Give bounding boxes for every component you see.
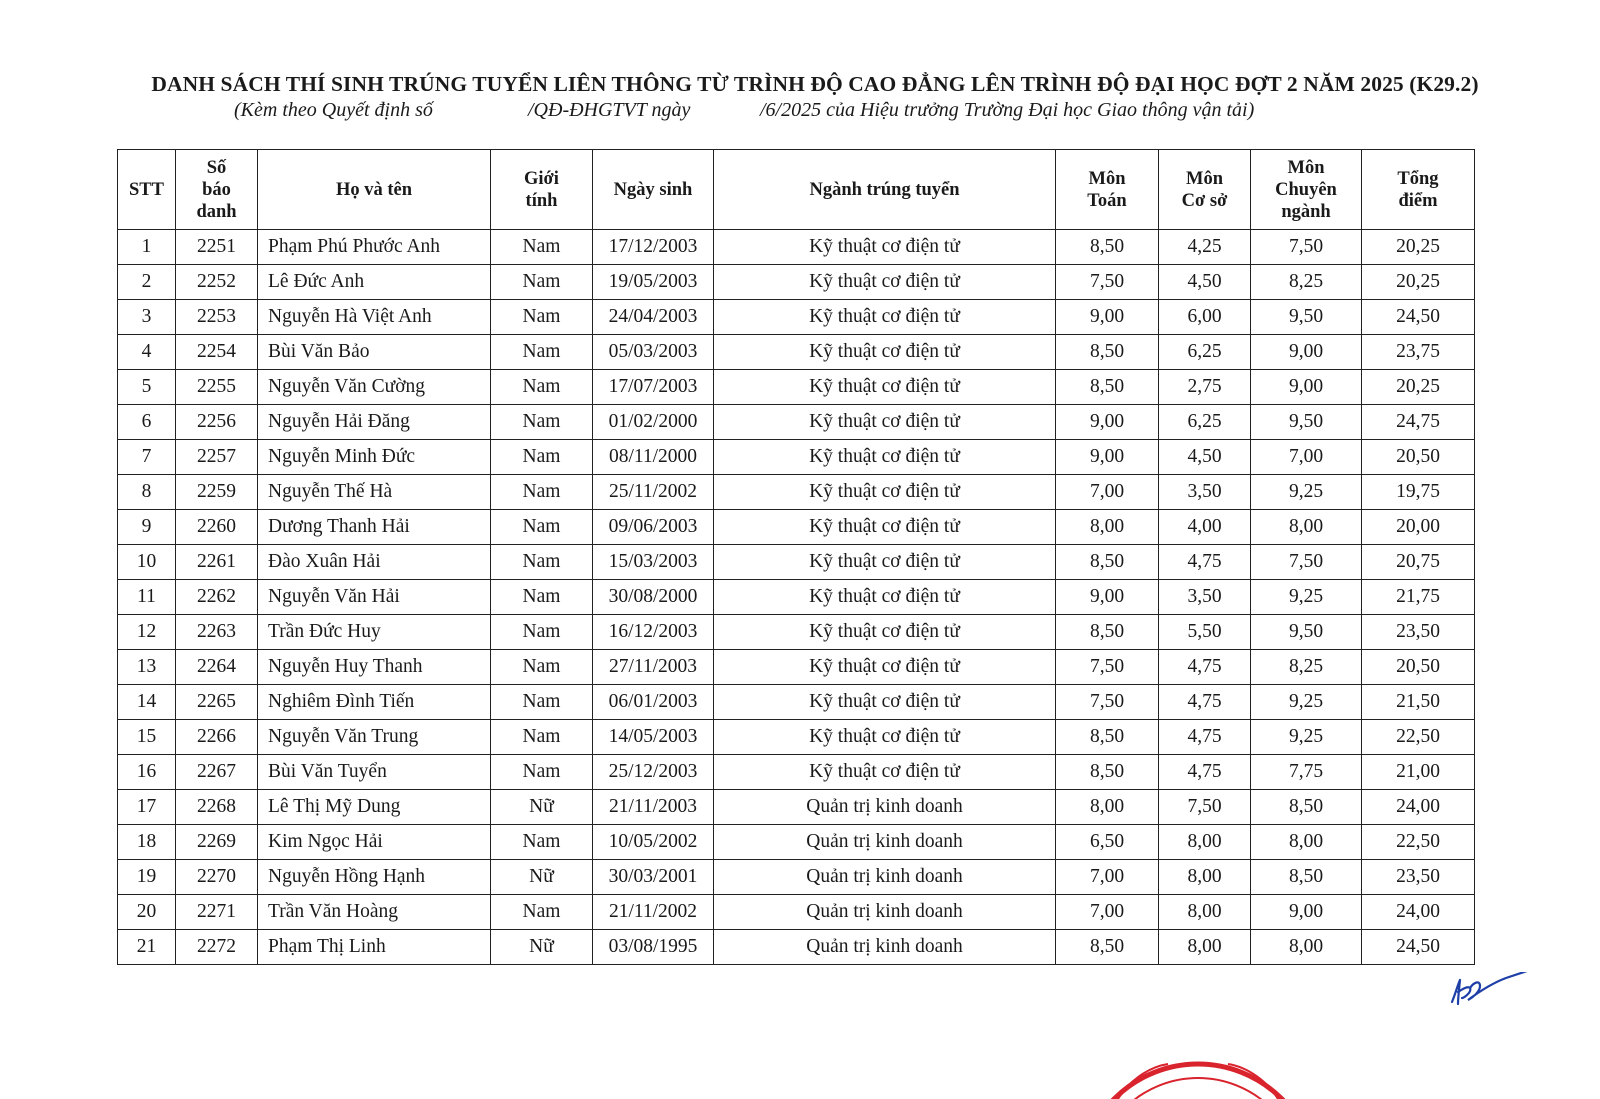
header-base-score: Môn Cơ sở bbox=[1159, 150, 1251, 230]
cell-math-score: 8,50 bbox=[1056, 545, 1159, 580]
cell-base-score: 4,75 bbox=[1159, 755, 1251, 790]
table-row bbox=[118, 895, 1475, 930]
cell-major: Kỹ thuật cơ điện tử bbox=[714, 265, 1056, 300]
cell-candidate-number: 2272 bbox=[176, 930, 258, 965]
cell-base-score: 4,75 bbox=[1159, 720, 1251, 755]
cell-base-score: 3,50 bbox=[1159, 475, 1251, 510]
cell-date-of-birth: 30/03/2001 bbox=[593, 860, 714, 895]
cell-candidate-number: 2270 bbox=[176, 860, 258, 895]
cell-stt: 21 bbox=[118, 930, 176, 965]
cell-base-score: 5,50 bbox=[1159, 615, 1251, 650]
cell-gender: Nam bbox=[491, 615, 593, 650]
cell-specialty-score: 7,75 bbox=[1251, 755, 1362, 790]
header-stt: STT bbox=[118, 150, 176, 230]
cell-total-score: 23,50 bbox=[1362, 615, 1475, 650]
cell-specialty-score: 8,00 bbox=[1251, 510, 1362, 545]
cell-full-name: Lê Đức Anh bbox=[258, 265, 491, 300]
header-gender: Giới tính bbox=[491, 150, 593, 230]
table-row bbox=[118, 615, 1475, 650]
header-total-score: Tổng điểm bbox=[1362, 150, 1475, 230]
cell-candidate-number: 2256 bbox=[176, 405, 258, 440]
cell-math-score: 7,00 bbox=[1056, 475, 1159, 510]
header-major: Ngành trúng tuyển bbox=[714, 150, 1056, 230]
cell-gender: Nam bbox=[491, 440, 593, 475]
table-row bbox=[118, 650, 1475, 685]
table-row bbox=[118, 265, 1475, 300]
cell-specialty-score: 9,50 bbox=[1251, 615, 1362, 650]
cell-specialty-score: 7,50 bbox=[1251, 230, 1362, 265]
cell-date-of-birth: 21/11/2002 bbox=[593, 895, 714, 930]
cell-total-score: 20,75 bbox=[1362, 545, 1475, 580]
cell-major: Kỹ thuật cơ điện tử bbox=[714, 720, 1056, 755]
cell-total-score: 20,25 bbox=[1362, 230, 1475, 265]
cell-total-score: 24,00 bbox=[1362, 790, 1475, 825]
cell-stt: 14 bbox=[118, 685, 176, 720]
cell-gender: Nam bbox=[491, 300, 593, 335]
cell-gender: Nam bbox=[491, 475, 593, 510]
cell-total-score: 20,25 bbox=[1362, 265, 1475, 300]
cell-math-score: 7,00 bbox=[1056, 895, 1159, 930]
table-row bbox=[118, 510, 1475, 545]
cell-major: Kỹ thuật cơ điện tử bbox=[714, 370, 1056, 405]
cell-base-score: 8,00 bbox=[1159, 895, 1251, 930]
cell-math-score: 8,00 bbox=[1056, 790, 1159, 825]
table-row bbox=[118, 300, 1475, 335]
cell-major: Quản trị kinh doanh bbox=[714, 790, 1056, 825]
cell-gender: Nam bbox=[491, 755, 593, 790]
subtitle-decision-prefix: (Kèm theo Quyết định số bbox=[234, 99, 433, 121]
cell-specialty-score: 9,50 bbox=[1251, 405, 1362, 440]
cell-gender: Nam bbox=[491, 720, 593, 755]
cell-full-name: Trần Văn Hoàng bbox=[258, 895, 491, 930]
cell-stt: 15 bbox=[118, 720, 176, 755]
cell-candidate-number: 2259 bbox=[176, 475, 258, 510]
cell-date-of-birth: 19/05/2003 bbox=[593, 265, 714, 300]
cell-total-score: 21,50 bbox=[1362, 685, 1475, 720]
cell-full-name: Nguyễn Thế Hà bbox=[258, 475, 491, 510]
cell-gender: Nam bbox=[491, 335, 593, 370]
cell-total-score: 21,00 bbox=[1362, 755, 1475, 790]
cell-major: Kỹ thuật cơ điện tử bbox=[714, 755, 1056, 790]
cell-gender: Nam bbox=[491, 650, 593, 685]
cell-gender: Nam bbox=[491, 370, 593, 405]
cell-math-score: 7,00 bbox=[1056, 860, 1159, 895]
cell-specialty-score: 9,00 bbox=[1251, 370, 1362, 405]
cell-full-name: Dương Thanh Hải bbox=[258, 510, 491, 545]
cell-math-score: 8,50 bbox=[1056, 930, 1159, 965]
cell-total-score: 24,00 bbox=[1362, 895, 1475, 930]
cell-gender: Nam bbox=[491, 545, 593, 580]
document-title: DANH SÁCH THÍ SINH TRÚNG TUYỂN LIÊN THÔNG TỪ TRÌNH ĐỘ CAO ĐẲNG LÊN TRÌNH ĐỘ ĐẠI HỌC ĐỢT 2 NĂM 2025 (K29.2) bbox=[151, 72, 1479, 96]
table-row bbox=[118, 685, 1475, 720]
cell-major: Kỹ thuật cơ điện tử bbox=[714, 510, 1056, 545]
cell-date-of-birth: 08/11/2000 bbox=[593, 440, 714, 475]
cell-date-of-birth: 17/12/2003 bbox=[593, 230, 714, 265]
cell-stt: 2 bbox=[118, 265, 176, 300]
header-specialty-score: Môn Chuyên ngành bbox=[1251, 150, 1362, 230]
cell-major: Kỹ thuật cơ điện tử bbox=[714, 685, 1056, 720]
cell-full-name: Nguyễn Văn Hải bbox=[258, 580, 491, 615]
cell-specialty-score: 7,00 bbox=[1251, 440, 1362, 475]
cell-candidate-number: 2262 bbox=[176, 580, 258, 615]
cell-gender: Nam bbox=[491, 510, 593, 545]
cell-base-score: 4,50 bbox=[1159, 265, 1251, 300]
cell-base-score: 8,00 bbox=[1159, 860, 1251, 895]
cell-candidate-number: 2252 bbox=[176, 265, 258, 300]
cell-major: Kỹ thuật cơ điện tử bbox=[714, 650, 1056, 685]
table-row bbox=[118, 825, 1475, 860]
cell-major: Quản trị kinh doanh bbox=[714, 860, 1056, 895]
cell-full-name: Phạm Phú Phước Anh bbox=[258, 230, 491, 265]
table-row bbox=[118, 370, 1475, 405]
cell-total-score: 22,50 bbox=[1362, 720, 1475, 755]
cell-date-of-birth: 14/05/2003 bbox=[593, 720, 714, 755]
cell-gender: Nam bbox=[491, 265, 593, 300]
table-row bbox=[118, 230, 1475, 265]
cell-candidate-number: 2255 bbox=[176, 370, 258, 405]
table-row bbox=[118, 335, 1475, 370]
subtitle-decision-date: /6/2025 của Hiệu trưởng Trường Đại học Giao thông vận tải) bbox=[760, 99, 1255, 121]
cell-specialty-score: 9,25 bbox=[1251, 685, 1362, 720]
cell-math-score: 7,50 bbox=[1056, 265, 1159, 300]
cell-base-score: 6,25 bbox=[1159, 405, 1251, 440]
cell-date-of-birth: 17/07/2003 bbox=[593, 370, 714, 405]
subtitle-decision-code: /QĐ-ĐHGTVT ngày bbox=[528, 99, 691, 121]
cell-total-score: 23,75 bbox=[1362, 335, 1475, 370]
cell-math-score: 8,00 bbox=[1056, 510, 1159, 545]
table-row bbox=[118, 580, 1475, 615]
cell-specialty-score: 8,25 bbox=[1251, 265, 1362, 300]
table-row bbox=[118, 860, 1475, 895]
table-header-row bbox=[118, 150, 1475, 230]
cell-math-score: 8,50 bbox=[1056, 230, 1159, 265]
cell-date-of-birth: 03/08/1995 bbox=[593, 930, 714, 965]
cell-full-name: Đào Xuân Hải bbox=[258, 545, 491, 580]
cell-major: Kỹ thuật cơ điện tử bbox=[714, 545, 1056, 580]
cell-candidate-number: 2260 bbox=[176, 510, 258, 545]
cell-base-score: 4,00 bbox=[1159, 510, 1251, 545]
cell-major: Kỹ thuật cơ điện tử bbox=[714, 475, 1056, 510]
cell-full-name: Lê Thị Mỹ Dung bbox=[258, 790, 491, 825]
cell-stt: 13 bbox=[118, 650, 176, 685]
cell-specialty-score: 8,50 bbox=[1251, 860, 1362, 895]
cell-math-score: 9,00 bbox=[1056, 580, 1159, 615]
cell-full-name: Nguyễn Hà Việt Anh bbox=[258, 300, 491, 335]
cell-total-score: 20,50 bbox=[1362, 650, 1475, 685]
table-row bbox=[118, 755, 1475, 790]
cell-date-of-birth: 09/06/2003 bbox=[593, 510, 714, 545]
cell-math-score: 8,50 bbox=[1056, 755, 1159, 790]
cell-base-score: 4,75 bbox=[1159, 685, 1251, 720]
cell-candidate-number: 2268 bbox=[176, 790, 258, 825]
cell-major: Kỹ thuật cơ điện tử bbox=[714, 300, 1056, 335]
cell-base-score: 4,25 bbox=[1159, 230, 1251, 265]
cell-major: Kỹ thuật cơ điện tử bbox=[714, 335, 1056, 370]
cell-major: Kỹ thuật cơ điện tử bbox=[714, 405, 1056, 440]
cell-full-name: Nguyễn Huy Thanh bbox=[258, 650, 491, 685]
cell-major: Quản trị kinh doanh bbox=[714, 825, 1056, 860]
cell-total-score: 24,50 bbox=[1362, 300, 1475, 335]
cell-full-name: Nghiêm Đình Tiến bbox=[258, 685, 491, 720]
cell-stt: 7 bbox=[118, 440, 176, 475]
header-full-name: Họ và tên bbox=[258, 150, 491, 230]
cell-major: Kỹ thuật cơ điện tử bbox=[714, 580, 1056, 615]
cell-math-score: 9,00 bbox=[1056, 440, 1159, 475]
cell-base-score: 8,00 bbox=[1159, 930, 1251, 965]
table-body bbox=[118, 230, 1475, 965]
cell-full-name: Bùi Văn Bảo bbox=[258, 335, 491, 370]
cell-base-score: 6,00 bbox=[1159, 300, 1251, 335]
cell-base-score: 8,00 bbox=[1159, 825, 1251, 860]
cell-math-score: 9,00 bbox=[1056, 300, 1159, 335]
cell-gender: Nam bbox=[491, 405, 593, 440]
cell-gender: Nam bbox=[491, 230, 593, 265]
cell-gender: Nữ bbox=[491, 930, 593, 965]
cell-base-score: 4,75 bbox=[1159, 545, 1251, 580]
cell-full-name: Trần Đức Huy bbox=[258, 615, 491, 650]
cell-gender: Nữ bbox=[491, 860, 593, 895]
cell-math-score: 8,50 bbox=[1056, 615, 1159, 650]
cell-candidate-number: 2264 bbox=[176, 650, 258, 685]
cell-total-score: 19,75 bbox=[1362, 475, 1475, 510]
cell-specialty-score: 7,50 bbox=[1251, 545, 1362, 580]
cell-specialty-score: 8,50 bbox=[1251, 790, 1362, 825]
cell-math-score: 7,50 bbox=[1056, 685, 1159, 720]
official-seal bbox=[1088, 1052, 1308, 1099]
cell-stt: 19 bbox=[118, 860, 176, 895]
cell-stt: 18 bbox=[118, 825, 176, 860]
cell-candidate-number: 2271 bbox=[176, 895, 258, 930]
cell-stt: 8 bbox=[118, 475, 176, 510]
cell-base-score: 4,75 bbox=[1159, 650, 1251, 685]
cell-math-score: 8,50 bbox=[1056, 720, 1159, 755]
cell-math-score: 7,50 bbox=[1056, 650, 1159, 685]
cell-gender: Nam bbox=[491, 895, 593, 930]
cell-stt: 12 bbox=[118, 615, 176, 650]
cell-math-score: 8,50 bbox=[1056, 335, 1159, 370]
header-math-score: Môn Toán bbox=[1056, 150, 1159, 230]
admission-table bbox=[117, 149, 1475, 965]
cell-date-of-birth: 24/04/2003 bbox=[593, 300, 714, 335]
cell-total-score: 24,75 bbox=[1362, 405, 1475, 440]
cell-date-of-birth: 30/08/2000 bbox=[593, 580, 714, 615]
cell-major: Kỹ thuật cơ điện tử bbox=[714, 440, 1056, 475]
cell-base-score: 3,50 bbox=[1159, 580, 1251, 615]
cell-total-score: 20,00 bbox=[1362, 510, 1475, 545]
cell-stt: 6 bbox=[118, 405, 176, 440]
cell-stt: 10 bbox=[118, 545, 176, 580]
cell-candidate-number: 2253 bbox=[176, 300, 258, 335]
cell-candidate-number: 2261 bbox=[176, 545, 258, 580]
cell-gender: Nam bbox=[491, 580, 593, 615]
cell-date-of-birth: 27/11/2003 bbox=[593, 650, 714, 685]
cell-full-name: Nguyễn Minh Đức bbox=[258, 440, 491, 475]
cell-major: Kỹ thuật cơ điện tử bbox=[714, 230, 1056, 265]
cell-candidate-number: 2263 bbox=[176, 615, 258, 650]
cell-base-score: 4,50 bbox=[1159, 440, 1251, 475]
cell-date-of-birth: 06/01/2003 bbox=[593, 685, 714, 720]
cell-candidate-number: 2269 bbox=[176, 825, 258, 860]
cell-stt: 11 bbox=[118, 580, 176, 615]
cell-date-of-birth: 25/12/2003 bbox=[593, 755, 714, 790]
cell-major: Kỹ thuật cơ điện tử bbox=[714, 615, 1056, 650]
cell-date-of-birth: 15/03/2003 bbox=[593, 545, 714, 580]
cell-date-of-birth: 21/11/2003 bbox=[593, 790, 714, 825]
cell-total-score: 21,75 bbox=[1362, 580, 1475, 615]
cell-stt: 17 bbox=[118, 790, 176, 825]
cell-candidate-number: 2266 bbox=[176, 720, 258, 755]
table-row bbox=[118, 475, 1475, 510]
cell-total-score: 24,50 bbox=[1362, 930, 1475, 965]
cell-full-name: Nguyễn Hồng Hạnh bbox=[258, 860, 491, 895]
cell-gender: Nam bbox=[491, 685, 593, 720]
cell-stt: 4 bbox=[118, 335, 176, 370]
cell-full-name: Nguyễn Văn Cường bbox=[258, 370, 491, 405]
header-date-of-birth: Ngày sinh bbox=[593, 150, 714, 230]
cell-gender: Nam bbox=[491, 825, 593, 860]
cell-specialty-score: 9,25 bbox=[1251, 720, 1362, 755]
cell-specialty-score: 9,50 bbox=[1251, 300, 1362, 335]
cell-stt: 20 bbox=[118, 895, 176, 930]
cell-candidate-number: 2254 bbox=[176, 335, 258, 370]
cell-major: Quản trị kinh doanh bbox=[714, 895, 1056, 930]
cell-total-score: 20,50 bbox=[1362, 440, 1475, 475]
cell-date-of-birth: 16/12/2003 bbox=[593, 615, 714, 650]
signature-initials bbox=[1450, 972, 1532, 1010]
cell-full-name: Phạm Thị Linh bbox=[258, 930, 491, 965]
cell-specialty-score: 9,00 bbox=[1251, 895, 1362, 930]
cell-base-score: 2,75 bbox=[1159, 370, 1251, 405]
cell-candidate-number: 2267 bbox=[176, 755, 258, 790]
cell-total-score: 22,50 bbox=[1362, 825, 1475, 860]
cell-total-score: 20,25 bbox=[1362, 370, 1475, 405]
cell-specialty-score: 9,00 bbox=[1251, 335, 1362, 370]
cell-stt: 16 bbox=[118, 755, 176, 790]
cell-specialty-score: 9,25 bbox=[1251, 475, 1362, 510]
cell-base-score: 7,50 bbox=[1159, 790, 1251, 825]
cell-full-name: Bùi Văn Tuyển bbox=[258, 755, 491, 790]
cell-stt: 1 bbox=[118, 230, 176, 265]
cell-math-score: 8,50 bbox=[1056, 370, 1159, 405]
cell-specialty-score: 8,25 bbox=[1251, 650, 1362, 685]
cell-specialty-score: 9,25 bbox=[1251, 580, 1362, 615]
cell-total-score: 23,50 bbox=[1362, 860, 1475, 895]
cell-candidate-number: 2251 bbox=[176, 230, 258, 265]
cell-stt: 9 bbox=[118, 510, 176, 545]
cell-date-of-birth: 10/05/2002 bbox=[593, 825, 714, 860]
cell-specialty-score: 8,00 bbox=[1251, 825, 1362, 860]
cell-full-name: Nguyễn Hải Đăng bbox=[258, 405, 491, 440]
cell-stt: 3 bbox=[118, 300, 176, 335]
table-row bbox=[118, 405, 1475, 440]
header-candidate-number: Số báo danh bbox=[176, 150, 258, 230]
cell-date-of-birth: 01/02/2000 bbox=[593, 405, 714, 440]
cell-date-of-birth: 25/11/2002 bbox=[593, 475, 714, 510]
cell-date-of-birth: 05/03/2003 bbox=[593, 335, 714, 370]
table-row bbox=[118, 930, 1475, 965]
cell-major: Quản trị kinh doanh bbox=[714, 930, 1056, 965]
cell-stt: 5 bbox=[118, 370, 176, 405]
table-row bbox=[118, 790, 1475, 825]
cell-full-name: Kim Ngọc Hải bbox=[258, 825, 491, 860]
table-row bbox=[118, 440, 1475, 475]
cell-gender: Nữ bbox=[491, 790, 593, 825]
cell-math-score: 6,50 bbox=[1056, 825, 1159, 860]
cell-candidate-number: 2265 bbox=[176, 685, 258, 720]
cell-base-score: 6,25 bbox=[1159, 335, 1251, 370]
table-row bbox=[118, 545, 1475, 580]
cell-specialty-score: 8,00 bbox=[1251, 930, 1362, 965]
cell-full-name: Nguyễn Văn Trung bbox=[258, 720, 491, 755]
table-row bbox=[118, 720, 1475, 755]
cell-math-score: 9,00 bbox=[1056, 405, 1159, 440]
cell-candidate-number: 2257 bbox=[176, 440, 258, 475]
